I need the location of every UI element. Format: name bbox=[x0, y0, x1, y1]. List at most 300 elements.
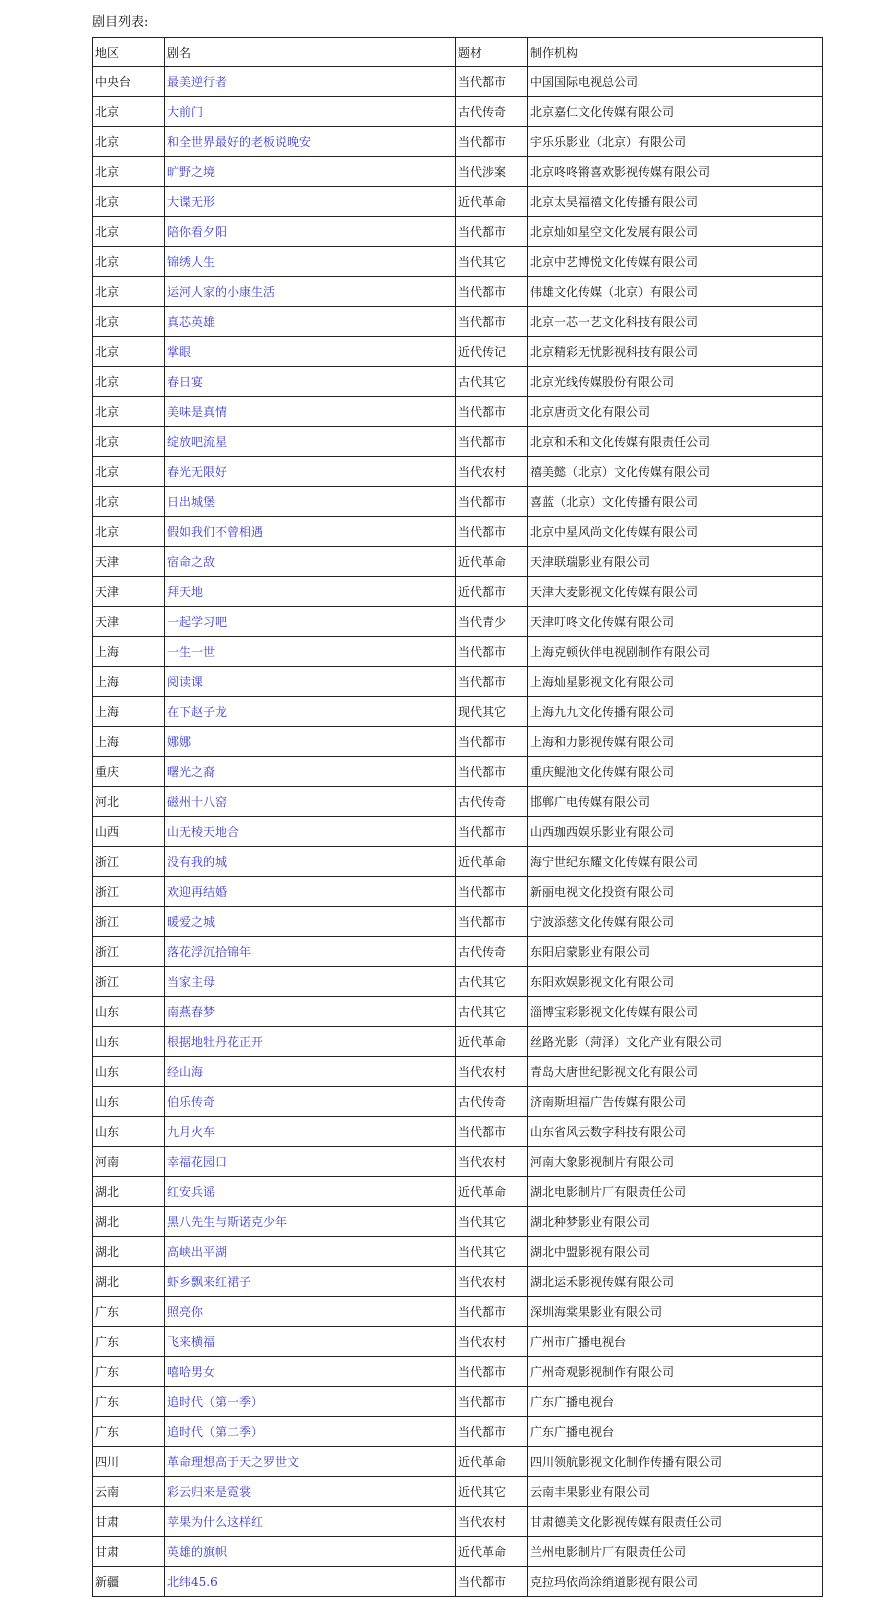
table-row bbox=[93, 1117, 823, 1147]
drama-table bbox=[92, 37, 823, 1597]
table-row bbox=[93, 907, 823, 937]
table-row bbox=[93, 97, 823, 127]
cell-genre: 近代传记 bbox=[456, 337, 528, 367]
cell-region: 山东 bbox=[93, 1117, 165, 1147]
table-row bbox=[93, 1087, 823, 1117]
drama-title-link[interactable]: 英雄的旗帜 bbox=[167, 1545, 228, 1559]
cell-region: 山西 bbox=[93, 817, 165, 847]
cell-region: 湖北 bbox=[93, 1207, 165, 1237]
cell-region: 云南 bbox=[93, 1477, 165, 1507]
drama-title-link[interactable]: 黑八先生与斯诺克少年 bbox=[167, 1215, 288, 1229]
cell-title bbox=[165, 277, 456, 307]
cell-region: 北京 bbox=[93, 397, 165, 427]
cell-region: 广东 bbox=[93, 1297, 165, 1327]
cell-region: 湖北 bbox=[93, 1237, 165, 1267]
table-row bbox=[93, 187, 823, 217]
table-row bbox=[93, 547, 823, 577]
drama-title-link[interactable]: 根据地牡丹花正开 bbox=[167, 1035, 264, 1049]
drama-title-link[interactable]: 山无棱天地合 bbox=[167, 825, 240, 839]
drama-title-link[interactable]: 高峡出平湖 bbox=[167, 1245, 228, 1259]
cell-genre: 当代都市 bbox=[456, 877, 528, 907]
cell-genre: 近代革命 bbox=[456, 1447, 528, 1477]
cell-organization: 山西珈西娱乐影业有限公司 bbox=[528, 817, 823, 847]
cell-genre: 当代都市 bbox=[456, 517, 528, 547]
cell-region: 天津 bbox=[93, 547, 165, 577]
drama-title-link[interactable]: 宿命之敌 bbox=[167, 555, 216, 569]
cell-region: 北京 bbox=[93, 457, 165, 487]
table-row bbox=[93, 1417, 823, 1447]
cell-region: 新疆 bbox=[93, 1567, 165, 1597]
cell-organization: 湖北种梦影业有限公司 bbox=[528, 1207, 823, 1237]
drama-title-link[interactable]: 北纬45.6 bbox=[167, 1575, 218, 1589]
cell-organization: 湖北电影制片厂有限责任公司 bbox=[528, 1177, 823, 1207]
cell-title bbox=[165, 457, 456, 487]
table-row bbox=[93, 847, 823, 877]
drama-title-link[interactable]: 苹果为什么这样红 bbox=[167, 1515, 264, 1529]
cell-organization: 邯郸广电传媒有限公司 bbox=[528, 787, 823, 817]
cell-region: 山东 bbox=[93, 997, 165, 1027]
table-row bbox=[93, 1207, 823, 1237]
cell-title bbox=[165, 247, 456, 277]
cell-organization: 济南斯坦福广告传媒有限公司 bbox=[528, 1087, 823, 1117]
table-row bbox=[93, 1027, 823, 1057]
cell-organization: 北京嘉仁文化传媒有限公司 bbox=[528, 97, 823, 127]
table-row bbox=[93, 337, 823, 367]
drama-title-link[interactable]: 飞来横福 bbox=[167, 1335, 216, 1349]
drama-title-link[interactable]: 欢迎再结婚 bbox=[167, 885, 228, 899]
cell-genre: 当代都市 bbox=[456, 307, 528, 337]
cell-organization: 北京唐贡文化有限公司 bbox=[528, 397, 823, 427]
table-row bbox=[93, 157, 823, 187]
cell-genre: 当代都市 bbox=[456, 67, 528, 97]
drama-title-link[interactable]: 经山海 bbox=[167, 1065, 204, 1079]
cell-region: 山东 bbox=[93, 1027, 165, 1057]
header-title: 剧名 bbox=[165, 38, 456, 67]
cell-organization: 新丽电视文化投资有限公司 bbox=[528, 877, 823, 907]
drama-title-link[interactable]: 掌眼 bbox=[167, 345, 192, 359]
cell-region: 河南 bbox=[93, 1147, 165, 1177]
table-row bbox=[93, 307, 823, 337]
table-row bbox=[93, 487, 823, 517]
cell-title bbox=[165, 1387, 456, 1417]
table-row bbox=[93, 1267, 823, 1297]
cell-organization: 喜蓝（北京）文化传播有限公司 bbox=[528, 487, 823, 517]
cell-genre: 近代革命 bbox=[456, 1177, 528, 1207]
cell-title bbox=[165, 307, 456, 337]
cell-genre: 当代农村 bbox=[456, 1327, 528, 1357]
cell-organization: 禧美懿（北京）文化传媒有限公司 bbox=[528, 457, 823, 487]
table-row bbox=[93, 1447, 823, 1477]
table-row bbox=[93, 1537, 823, 1567]
table-row bbox=[93, 967, 823, 997]
drama-title-link[interactable]: 娜娜 bbox=[167, 735, 192, 749]
cell-region: 上海 bbox=[93, 637, 165, 667]
cell-region: 浙江 bbox=[93, 967, 165, 997]
cell-title bbox=[165, 757, 456, 787]
drama-title-link[interactable]: 没有我的城 bbox=[167, 855, 228, 869]
table-row bbox=[93, 217, 823, 247]
cell-region: 湖北 bbox=[93, 1177, 165, 1207]
table-row bbox=[93, 1477, 823, 1507]
cell-genre: 当代都市 bbox=[456, 217, 528, 247]
table-body bbox=[93, 67, 823, 1597]
cell-region: 北京 bbox=[93, 187, 165, 217]
cell-genre: 当代农村 bbox=[456, 1057, 528, 1087]
cell-organization: 北京太昊福禧文化传播有限公司 bbox=[528, 187, 823, 217]
drama-title-link[interactable]: 阅读课 bbox=[167, 675, 204, 689]
table-row bbox=[93, 517, 823, 547]
drama-title-link[interactable]: 大谍无形 bbox=[167, 195, 216, 209]
cell-region: 北京 bbox=[93, 157, 165, 187]
cell-region: 广东 bbox=[93, 1417, 165, 1447]
cell-region: 广东 bbox=[93, 1327, 165, 1357]
cell-title bbox=[165, 1567, 456, 1597]
cell-organization: 山东省风云数字科技有限公司 bbox=[528, 1117, 823, 1147]
cell-title bbox=[165, 1507, 456, 1537]
drama-title-link[interactable]: 旷野之境 bbox=[167, 165, 216, 179]
cell-region: 广东 bbox=[93, 1387, 165, 1417]
cell-organization: 东阳启蒙影业有限公司 bbox=[528, 937, 823, 967]
table-row bbox=[93, 1237, 823, 1267]
cell-region: 北京 bbox=[93, 487, 165, 517]
cell-genre: 近代革命 bbox=[456, 187, 528, 217]
cell-region: 甘肃 bbox=[93, 1537, 165, 1567]
cell-genre: 当代都市 bbox=[456, 727, 528, 757]
cell-title bbox=[165, 787, 456, 817]
cell-region: 上海 bbox=[93, 667, 165, 697]
drama-title-link[interactable]: 大前门 bbox=[167, 105, 204, 119]
cell-genre: 当代都市 bbox=[456, 667, 528, 697]
cell-region: 甘肃 bbox=[93, 1507, 165, 1537]
table-row bbox=[93, 67, 823, 97]
cell-organization: 北京一芯一艺文化科技有限公司 bbox=[528, 307, 823, 337]
cell-title bbox=[165, 727, 456, 757]
header-genre: 题材 bbox=[456, 38, 528, 67]
cell-genre: 近代革命 bbox=[456, 1027, 528, 1057]
cell-genre: 当代农村 bbox=[456, 457, 528, 487]
cell-title bbox=[165, 577, 456, 607]
table-row bbox=[93, 757, 823, 787]
cell-organization: 广东广播电视台 bbox=[528, 1387, 823, 1417]
cell-title bbox=[165, 637, 456, 667]
cell-title bbox=[165, 1537, 456, 1567]
table-row bbox=[93, 1147, 823, 1177]
cell-region: 北京 bbox=[93, 97, 165, 127]
drama-title-link[interactable]: 春光无限好 bbox=[167, 465, 228, 479]
drama-title-link[interactable]: 照亮你 bbox=[167, 1305, 204, 1319]
cell-organization: 上海克顿伙伴电视剧制作有限公司 bbox=[528, 637, 823, 667]
cell-region: 北京 bbox=[93, 337, 165, 367]
cell-title bbox=[165, 997, 456, 1027]
drama-title-link[interactable]: 在下赵子龙 bbox=[167, 705, 228, 719]
cell-genre: 近代其它 bbox=[456, 1477, 528, 1507]
cell-title bbox=[165, 967, 456, 997]
cell-genre: 当代都市 bbox=[456, 397, 528, 427]
drama-title-link[interactable]: 陪你看夕阳 bbox=[167, 225, 228, 239]
cell-title bbox=[165, 697, 456, 727]
drama-title-link[interactable]: 美味是真情 bbox=[167, 405, 228, 419]
cell-region: 广东 bbox=[93, 1357, 165, 1387]
cell-region: 浙江 bbox=[93, 847, 165, 877]
cell-organization: 青岛大唐世纪影视文化有限公司 bbox=[528, 1057, 823, 1087]
drama-title-link[interactable]: 革命理想高于天之罗世文 bbox=[167, 1455, 300, 1469]
cell-region: 北京 bbox=[93, 367, 165, 397]
table-row bbox=[93, 1507, 823, 1537]
drama-title-link[interactable]: 磁州十八窑 bbox=[167, 795, 228, 809]
cell-region: 北京 bbox=[93, 307, 165, 337]
cell-organization: 北京和禾和文化传媒有限责任公司 bbox=[528, 427, 823, 457]
cell-title bbox=[165, 1117, 456, 1147]
table-row bbox=[93, 367, 823, 397]
cell-genre: 当代都市 bbox=[456, 277, 528, 307]
cell-genre: 古代其它 bbox=[456, 997, 528, 1027]
cell-title bbox=[165, 217, 456, 247]
drama-title-link[interactable]: 当家主母 bbox=[167, 975, 216, 989]
drama-title-link[interactable]: 幸福花园口 bbox=[167, 1155, 228, 1169]
cell-title bbox=[165, 877, 456, 907]
cell-organization: 四川领航影视文化制作传播有限公司 bbox=[528, 1447, 823, 1477]
table-row bbox=[93, 937, 823, 967]
cell-title bbox=[165, 1327, 456, 1357]
cell-genre: 当代都市 bbox=[456, 1117, 528, 1147]
table-row bbox=[93, 727, 823, 757]
table-row bbox=[93, 787, 823, 817]
cell-genre: 当代都市 bbox=[456, 637, 528, 667]
cell-organization: 湖北中盟影视有限公司 bbox=[528, 1237, 823, 1267]
cell-genre: 当代其它 bbox=[456, 1237, 528, 1267]
cell-region: 湖北 bbox=[93, 1267, 165, 1297]
cell-organization: 兰州电影制片厂有限责任公司 bbox=[528, 1537, 823, 1567]
cell-region: 山东 bbox=[93, 1087, 165, 1117]
drama-title-link[interactable]: 追时代（第二季） bbox=[167, 1425, 264, 1439]
drama-title-link[interactable]: 落花浮沉拾锦年 bbox=[167, 945, 252, 959]
cell-title bbox=[165, 157, 456, 187]
cell-title bbox=[165, 367, 456, 397]
drama-title-link[interactable]: 暖爱之城 bbox=[167, 915, 216, 929]
drama-title-link[interactable]: 红安兵谣 bbox=[167, 1185, 216, 1199]
cell-region: 上海 bbox=[93, 697, 165, 727]
drama-title-link[interactable]: 嘻哈男女 bbox=[167, 1365, 216, 1379]
cell-title bbox=[165, 817, 456, 847]
table-row bbox=[93, 607, 823, 637]
table-row bbox=[93, 577, 823, 607]
cell-organization: 北京中艺博悦文化传媒有限公司 bbox=[528, 247, 823, 277]
cell-genre: 近代革命 bbox=[456, 547, 528, 577]
drama-title-link[interactable]: 拜天地 bbox=[167, 585, 204, 599]
cell-region: 浙江 bbox=[93, 877, 165, 907]
drama-title-link[interactable]: 追时代（第一季） bbox=[167, 1395, 264, 1409]
drama-title-link[interactable]: 最美逆行者 bbox=[167, 75, 228, 89]
header-region: 地区 bbox=[93, 38, 165, 67]
cell-title bbox=[165, 937, 456, 967]
cell-genre: 当代农村 bbox=[456, 1507, 528, 1537]
cell-region: 浙江 bbox=[93, 937, 165, 967]
cell-organization: 丝路光影（菏泽）文化产业有限公司 bbox=[528, 1027, 823, 1057]
cell-genre: 近代都市 bbox=[456, 577, 528, 607]
drama-title-link[interactable]: 九月火车 bbox=[167, 1125, 216, 1139]
table-row bbox=[93, 1357, 823, 1387]
cell-organization: 天津联瑞影业有限公司 bbox=[528, 547, 823, 577]
header-organization: 制作机构 bbox=[528, 38, 823, 67]
cell-genre: 当代其它 bbox=[456, 1207, 528, 1237]
table-row bbox=[93, 697, 823, 727]
drama-title-link[interactable]: 虾乡飘来红裙子 bbox=[167, 1275, 252, 1289]
cell-region: 上海 bbox=[93, 727, 165, 757]
cell-genre: 当代都市 bbox=[456, 1567, 528, 1597]
cell-organization: 天津大麦影视文化传媒有限公司 bbox=[528, 577, 823, 607]
cell-genre: 古代传奇 bbox=[456, 97, 528, 127]
cell-title bbox=[165, 1357, 456, 1387]
table-row bbox=[93, 457, 823, 487]
cell-title bbox=[165, 607, 456, 637]
table-header-row bbox=[93, 38, 823, 67]
cell-title bbox=[165, 427, 456, 457]
cell-organization: 上海和力影视传媒有限公司 bbox=[528, 727, 823, 757]
table-row bbox=[93, 667, 823, 697]
cell-genre: 当代其它 bbox=[456, 247, 528, 277]
cell-region: 北京 bbox=[93, 247, 165, 277]
cell-title bbox=[165, 487, 456, 517]
table-row bbox=[93, 397, 823, 427]
cell-title bbox=[165, 1417, 456, 1447]
cell-region: 北京 bbox=[93, 217, 165, 247]
cell-title bbox=[165, 1027, 456, 1057]
cell-genre: 当代都市 bbox=[456, 1297, 528, 1327]
drama-title-link[interactable]: 和全世界最好的老板说晚安 bbox=[167, 135, 312, 149]
cell-region: 北京 bbox=[93, 277, 165, 307]
cell-organization: 伟雄文化传媒（北京）有限公司 bbox=[528, 277, 823, 307]
cell-organization: 深圳海棠果影业有限公司 bbox=[528, 1297, 823, 1327]
cell-region: 中央台 bbox=[93, 67, 165, 97]
table-row bbox=[93, 127, 823, 157]
cell-title bbox=[165, 187, 456, 217]
cell-organization: 克拉玛依尚涂绡道影视有限公司 bbox=[528, 1567, 823, 1597]
cell-genre: 当代都市 bbox=[456, 1387, 528, 1417]
drama-title-link[interactable]: 一起学习吧 bbox=[167, 615, 228, 629]
cell-title bbox=[165, 67, 456, 97]
drama-title-link[interactable]: 假如我们不曾相遇 bbox=[167, 525, 264, 539]
cell-organization: 宁波添慈文化传媒有限公司 bbox=[528, 907, 823, 937]
cell-title bbox=[165, 1057, 456, 1087]
cell-organization: 广东广播电视台 bbox=[528, 1417, 823, 1447]
cell-region: 河北 bbox=[93, 787, 165, 817]
cell-organization: 河南大象影视制片有限公司 bbox=[528, 1147, 823, 1177]
cell-title bbox=[165, 1207, 456, 1237]
cell-title bbox=[165, 1297, 456, 1327]
cell-genre: 当代都市 bbox=[456, 1357, 528, 1387]
cell-title bbox=[165, 1477, 456, 1507]
table-row bbox=[93, 1297, 823, 1327]
drama-title-link[interactable]: 运河人家的小康生活 bbox=[167, 285, 276, 299]
cell-title bbox=[165, 1267, 456, 1297]
table-row bbox=[93, 997, 823, 1027]
drama-title-link[interactable]: 春日宴 bbox=[167, 375, 204, 389]
cell-title bbox=[165, 1237, 456, 1267]
cell-title bbox=[165, 517, 456, 547]
drama-title-link[interactable]: 曙光之裔 bbox=[167, 765, 216, 779]
cell-organization: 海宁世纪东耀文化传媒有限公司 bbox=[528, 847, 823, 877]
cell-title bbox=[165, 547, 456, 577]
cell-organization: 宇乐乐影业（北京）有限公司 bbox=[528, 127, 823, 157]
table-row bbox=[93, 247, 823, 277]
table-row bbox=[93, 817, 823, 847]
cell-region: 山东 bbox=[93, 1057, 165, 1087]
cell-region: 北京 bbox=[93, 427, 165, 457]
table-row bbox=[93, 1327, 823, 1357]
cell-genre: 古代传奇 bbox=[456, 937, 528, 967]
cell-genre: 当代都市 bbox=[456, 1417, 528, 1447]
cell-organization: 上海九九文化传播有限公司 bbox=[528, 697, 823, 727]
cell-genre: 当代涉案 bbox=[456, 157, 528, 187]
cell-genre: 当代都市 bbox=[456, 817, 528, 847]
drama-title-link[interactable]: 伯乐传奇 bbox=[167, 1095, 216, 1109]
cell-genre: 当代都市 bbox=[456, 127, 528, 157]
cell-organization: 东阳欢娱影视文化有限公司 bbox=[528, 967, 823, 997]
cell-organization: 重庆鲲池文化传媒有限公司 bbox=[528, 757, 823, 787]
table-row bbox=[93, 877, 823, 907]
cell-genre: 当代都市 bbox=[456, 907, 528, 937]
drama-title-link[interactable]: 彩云归来是霓裳 bbox=[167, 1485, 252, 1499]
cell-genre: 近代革命 bbox=[456, 847, 528, 877]
cell-genre: 当代都市 bbox=[456, 427, 528, 457]
cell-organization: 北京光线传媒股份有限公司 bbox=[528, 367, 823, 397]
table-row bbox=[93, 1387, 823, 1417]
table-row bbox=[93, 1057, 823, 1087]
table-row bbox=[93, 277, 823, 307]
cell-region: 浙江 bbox=[93, 907, 165, 937]
cell-region: 重庆 bbox=[93, 757, 165, 787]
cell-title bbox=[165, 1447, 456, 1477]
cell-organization: 云南丰果影业有限公司 bbox=[528, 1477, 823, 1507]
drama-title-link[interactable]: 真芯英雄 bbox=[167, 315, 216, 329]
drama-title-link[interactable]: 绽放吧流星 bbox=[167, 435, 228, 449]
cell-region: 北京 bbox=[93, 127, 165, 157]
drama-title-link[interactable]: 日出城堡 bbox=[167, 495, 216, 509]
cell-organization: 广州奇观影视制作有限公司 bbox=[528, 1357, 823, 1387]
cell-title bbox=[165, 337, 456, 367]
cell-genre: 古代传奇 bbox=[456, 1087, 528, 1117]
cell-title bbox=[165, 1087, 456, 1117]
cell-organization: 中国国际电视总公司 bbox=[528, 67, 823, 97]
table-row bbox=[93, 427, 823, 457]
cell-title bbox=[165, 127, 456, 157]
cell-organization: 甘肃德美文化影视传媒有限责任公司 bbox=[528, 1507, 823, 1537]
drama-title-link[interactable]: 锦绣人生 bbox=[167, 255, 216, 269]
cell-genre: 近代革命 bbox=[456, 1537, 528, 1567]
cell-organization: 北京精彩无忧影视科技有限公司 bbox=[528, 337, 823, 367]
cell-title bbox=[165, 667, 456, 697]
cell-genre: 当代农村 bbox=[456, 1147, 528, 1177]
cell-organization: 淄博宝彩影视文化传媒有限公司 bbox=[528, 997, 823, 1027]
cell-genre: 古代其它 bbox=[456, 967, 528, 997]
cell-title bbox=[165, 907, 456, 937]
cell-organization: 湖北运禾影视传媒有限公司 bbox=[528, 1267, 823, 1297]
cell-region: 天津 bbox=[93, 577, 165, 607]
cell-genre: 当代都市 bbox=[456, 487, 528, 517]
drama-title-link[interactable]: 一生一世 bbox=[167, 645, 216, 659]
cell-genre: 古代传奇 bbox=[456, 787, 528, 817]
cell-region: 天津 bbox=[93, 607, 165, 637]
cell-organization: 北京中星风尚文化传媒有限公司 bbox=[528, 517, 823, 547]
cell-genre: 当代青少 bbox=[456, 607, 528, 637]
cell-region: 北京 bbox=[93, 517, 165, 547]
table-row bbox=[93, 637, 823, 667]
table-row bbox=[93, 1177, 823, 1207]
drama-title-link[interactable]: 南燕春梦 bbox=[167, 1005, 216, 1019]
cell-organization: 广州市广播电视台 bbox=[528, 1327, 823, 1357]
list-heading: 剧目列表: bbox=[92, 15, 149, 30]
cell-title bbox=[165, 1177, 456, 1207]
